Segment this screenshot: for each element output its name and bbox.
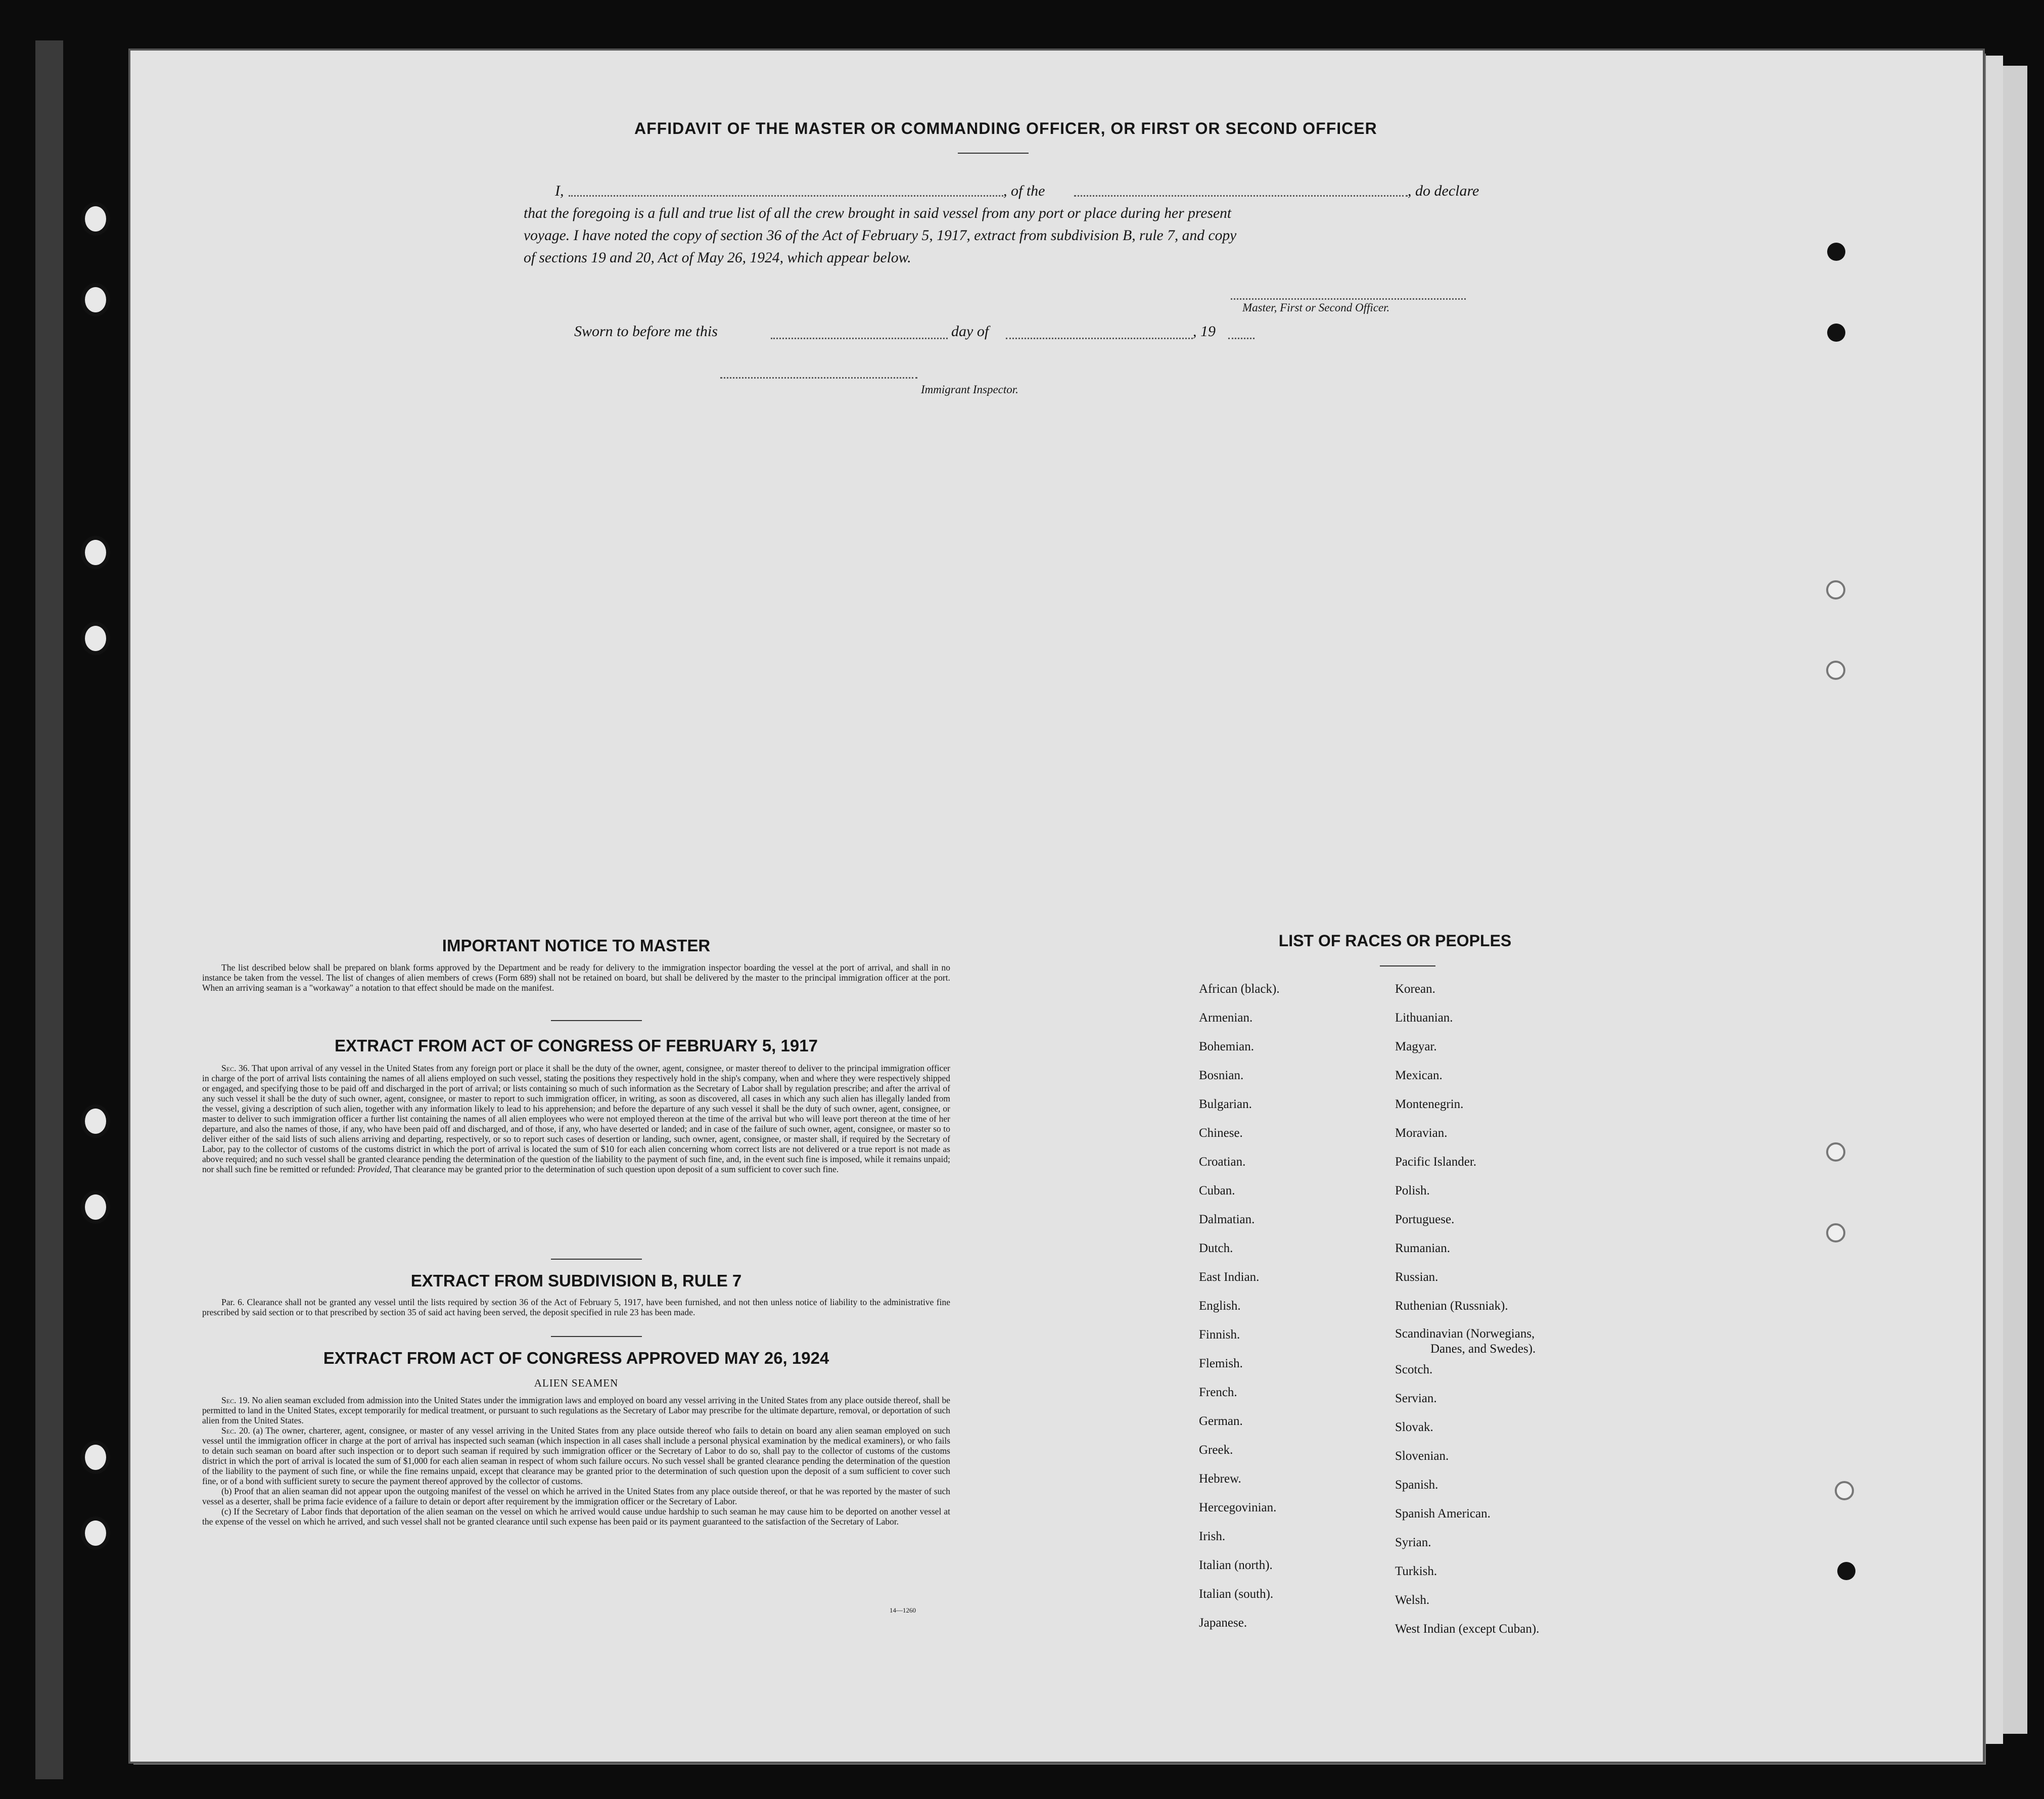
race-item: Moravian. xyxy=(1395,1126,1448,1140)
races-title: LIST OF RACES OR PEOPLES xyxy=(1278,932,1512,950)
punch-mark xyxy=(1827,324,1845,342)
page-edge xyxy=(2002,66,2027,1734)
race-item-continuation: Danes, and Swedes). xyxy=(1430,1342,1536,1356)
race-item: Rumanian. xyxy=(1395,1241,1451,1255)
i-label: I, xyxy=(555,182,564,199)
master-signature-field[interactable] xyxy=(1231,298,1466,300)
binder-hole xyxy=(81,622,110,655)
race-item: Dutch. xyxy=(1199,1241,1233,1255)
race-item: Armenian. xyxy=(1199,1011,1253,1025)
race-item: Polish. xyxy=(1395,1184,1430,1197)
alien-seamen-subtitle: ALIEN SEAMEN xyxy=(534,1377,619,1389)
race-item: French. xyxy=(1199,1386,1237,1399)
do-declare-label: , do declare xyxy=(1408,182,1479,199)
race-item: Hercegovinian. xyxy=(1199,1501,1277,1514)
divider xyxy=(551,1336,642,1337)
race-item: Dalmatian. xyxy=(1199,1213,1255,1226)
divider xyxy=(551,1259,642,1260)
notice-text xyxy=(202,962,950,993)
punch-mark xyxy=(1827,243,1845,261)
race-item: English. xyxy=(1199,1299,1241,1313)
race-item xyxy=(1395,1320,1539,1355)
section-19-text: No alien seaman excluded from admission into the United States under the immigration laws and employed on board any vessel arriving in the United States from any place outside thereof, shall be permitted to land in the United States, except temporarily for medical treatment, or pursuant to such regulations as the Secretary of Labor may prescribe for the ultimate departure, removal, or deportation of such alien from the United States. xyxy=(202,1395,951,1425)
punch-mark xyxy=(1837,1562,1855,1580)
races-column-2 xyxy=(1395,975,1539,1643)
race-item: Slovenian. xyxy=(1395,1449,1449,1463)
divider xyxy=(551,1020,642,1021)
race-item: Irish. xyxy=(1199,1530,1226,1543)
divider xyxy=(1380,965,1435,966)
race-item: Scotch. xyxy=(1395,1363,1433,1376)
race-item: Spanish. xyxy=(1395,1478,1438,1492)
race-item: Hebrew. xyxy=(1199,1472,1241,1486)
race-item: Cuban. xyxy=(1199,1184,1235,1197)
race-item: Finnish. xyxy=(1199,1328,1240,1342)
race-item: Slovak. xyxy=(1395,1420,1433,1434)
sworn-year-field[interactable] xyxy=(1228,338,1255,339)
race-item: Pacific Islander. xyxy=(1395,1155,1477,1169)
race-item: Flemish. xyxy=(1199,1357,1243,1370)
provided-label: Provided, xyxy=(357,1164,392,1174)
punch-hole xyxy=(1826,1142,1845,1162)
extract-1924-title: EXTRACT FROM ACT OF CONGRESS APPROVED MAY 26, 1924 xyxy=(323,1349,829,1367)
declaration-line: of sections 19 and 20, Act of May 26, 1924, which appear below. xyxy=(524,250,911,266)
divider xyxy=(958,153,1029,154)
race-item: Magyar. xyxy=(1395,1040,1437,1053)
race-item: Italian (south). xyxy=(1199,1587,1274,1601)
race-item: West Indian (except Cuban). xyxy=(1395,1622,1540,1636)
race-item: German. xyxy=(1199,1414,1243,1428)
extract-rule7-title: EXTRACT FROM SUBDIVISION B, RULE 7 xyxy=(410,1271,742,1290)
punch-hole xyxy=(1835,1481,1854,1500)
rule7-paragraph: Par. 6. Clearance shall not be granted any vessel until the lists required by section 36 of the Act of February 5, 1917, have been furnished, and not then unless notice of liability to the administrative fine prescribed by said section or to that prescribed by section 35 of said act having been served, the deposit specified in rule 23 has been made. xyxy=(202,1297,950,1317)
race-item: Japanese. xyxy=(1199,1616,1247,1630)
section-20c-text: (c) If the Secretary of Labor finds that deportation of the alien seaman on the vessel on which he arrived would cause undue hardship to such seaman he may cause him to be deported on another vessel at the expense of the vessel on which he arrived, and such vessel shall not be granted clearance until such expense has been paid or its payment guaranteed to the satisfaction of the Secretary of Labor. xyxy=(202,1506,950,1527)
race-item: Syrian. xyxy=(1395,1536,1431,1549)
race-item: Servian. xyxy=(1395,1392,1437,1405)
race-item: Bosnian. xyxy=(1199,1069,1244,1082)
of-the-label: , of the xyxy=(1003,182,1045,199)
races-column-1 xyxy=(1199,975,1280,1637)
race-item: Spanish American. xyxy=(1395,1507,1491,1520)
punch-hole xyxy=(1826,661,1845,680)
affidavit-title: AFFIDAVIT OF THE MASTER OR COMMANDING OFFICER, OR FIRST OR SECOND OFFICER xyxy=(634,119,1377,137)
race-item: Ruthenian (Russniak). xyxy=(1395,1299,1508,1313)
section-label: Sec. 19. xyxy=(221,1395,250,1405)
race-item: Lithuanian. xyxy=(1395,1011,1453,1025)
race-item: Italian (north). xyxy=(1199,1558,1273,1572)
punch-hole xyxy=(1826,580,1845,599)
race-item-scandinavian: Scandinavian (Norwegians, xyxy=(1395,1327,1535,1341)
extract-rule7-text xyxy=(202,1297,950,1317)
binder-strip xyxy=(35,40,63,1779)
race-item: Welsh. xyxy=(1395,1593,1430,1607)
race-item: Mexican. xyxy=(1395,1069,1443,1082)
section-36-text: That upon arrival of any vessel in the United States from any foreign port or place it shall be the duty of the owner, agent, consignee, or master thereof to deliver to the principal immigration officer in charge of the port of arrival lists containing the names of all aliens employed on such vessel, stating the positions they respectively hold in the ship's company, when and where they were respectively shipped or engaged, and specifying those to be paid off and discharged in the port of arrival; or lists containing so much of such information as the Secretary of Labor shall by regulation prescribe; and after the arrival of any such vessel it shall be the duty of such owner, agent, consignee, or master to report to such immigration officer, in writing, as soon as discovered, all cases in which any such alien has illegally landed from the vessel, giving a description of such alien, together with any information likely to lead to his apprehension; and before the departure of any such vessel it shall be the duty of such owner, agent, consignee, or master to deliver to such immigration officer a further list containing the names of all alien employees who were not employed thereon at the time of the arrival but who will leave port thereon at the time of her departure, and also the names of those, if any, who have been paid off and discharged, and of those, if any, who have deserted or landed; and in case of the failure of such owner, agent, consignee, or master so to deliver either of the said lists of such aliens arriving and departing, respectively, or so to report such cases of desertion or landing, such owner, agent, consignee, or master shall, if required by the Secretary of Labor, pay to the collector of customs of the customs district in which the port of arrival is located the sum of $10 for each alien concerning whom correct lists are not delivered or a true report is not made as above required; and no such vessel shall be granted clearance pending the determination of the question of the liability to the payment of such fine, and, in the event such fine is imposed, while it remains unpaid; nor shall such fine be remitted or refunded: xyxy=(202,1063,950,1174)
race-item: Croatian. xyxy=(1199,1155,1246,1169)
binder-hole xyxy=(81,283,110,316)
race-item: Portuguese. xyxy=(1395,1213,1455,1226)
sworn-label: Sworn to before me this xyxy=(574,323,718,340)
vessel-name-field[interactable] xyxy=(1074,195,1408,197)
binder-hole xyxy=(81,1190,110,1224)
form-number: 14—1260 xyxy=(890,1606,916,1614)
declaration-line: voyage. I have noted the copy of section 36 of the Act of February 5, 1917, extract from subdivision B, rule 7, and copy xyxy=(524,227,1237,244)
race-item: East Indian. xyxy=(1199,1270,1260,1284)
binder-hole xyxy=(81,1441,110,1474)
race-item: Chinese. xyxy=(1199,1126,1243,1140)
race-item: Montenegrin. xyxy=(1395,1097,1464,1111)
race-item: Russian. xyxy=(1395,1270,1438,1284)
extract-1917-text xyxy=(202,1063,950,1174)
master-name-field[interactable] xyxy=(569,195,1003,197)
binder-hole xyxy=(81,202,110,236)
race-item: African (black). xyxy=(1199,982,1280,996)
race-item: Korean. xyxy=(1395,982,1435,996)
sworn-month-field[interactable] xyxy=(1006,338,1193,339)
section-label: Sec. 36. xyxy=(221,1063,250,1073)
binder-hole xyxy=(81,1104,110,1138)
notice-paragraph: The list described below shall be prepared on blank forms approved by the Department and be ready for delivery to the immigration inspector boarding the vessel at the port of arrival, and shall in no instance be taken from the vessel. The list of changes of alien members of crews (Form 689) shall not be retained on board, but shall be delivered by the master to the principal immigration officer at the port. When an arriving seaman is a "workaway" a notation to that effect should be made on the manifest. xyxy=(202,962,950,993)
section-20a-text: (a) The owner, charterer, agent, consignee, or master of any vessel arriving in the United States from any place outside thereof who fails to detain on board any alien seaman employed on such vessel until the immigration officer in charge at the port of arrival has inspected such seaman (which inspection in all cases shall include a personal physical examination by the medical examiners), or who fails to detain such seaman on board after such inspection or to deport such seaman if required by such immigration officer or the Secretary of Labor to do so, shall pay to the collector of customs of the customs district in which the port of arrival is located the sum of $1,000 for each alien seaman in respect of whom such failure occurs. No such vessel shall be granted clearance pending the determination of the question of the liability to the payment of such fine, or while the fine remains unpaid, except that clearance may be granted prior to the determination of such question upon the deposit of a sum sufficient to cover such fine, or of a bond with sufficient surety to secure the payment thereof approved by the collector of customs. xyxy=(202,1425,951,1486)
notice-title: IMPORTANT NOTICE TO MASTER xyxy=(442,936,711,955)
punch-hole xyxy=(1826,1223,1845,1242)
master-signature-label: Master, First or Second Officer. xyxy=(1242,301,1390,314)
race-item: Greek. xyxy=(1199,1443,1233,1457)
sworn-day-field[interactable] xyxy=(771,338,948,339)
year-label: , 19 xyxy=(1193,323,1216,340)
race-item: Bohemian. xyxy=(1199,1040,1255,1053)
inspector-label: Immigrant Inspector. xyxy=(921,383,1018,396)
extract-1924-text xyxy=(202,1395,950,1527)
declaration-line: that the foregoing is a full and true list of all the crew brought in said vessel from any port or place during her present xyxy=(524,205,1232,221)
section-20b-text: (b) Proof that an alien seaman did not appear upon the outgoing manifest of the vessel on which he arrived in the United States from any place outside thereof, or that he was reported by the master of such vessel as a deserter, shall be prima facie evidence of a failure to detain or deport after requirement by the immigration officer or the Secretary of Labor. xyxy=(202,1486,950,1506)
day-of-label: day of xyxy=(951,323,989,340)
extract-1917-title: EXTRACT FROM ACT OF CONGRESS OF FEBRUARY 5, 1917 xyxy=(335,1036,818,1055)
binder-hole xyxy=(81,536,110,569)
section-label: Sec. 20. xyxy=(221,1425,250,1436)
section-36-text-end: That clearance may be granted prior to the determination of such question upon deposit of a sum sufficient to cover such fine. xyxy=(394,1164,839,1174)
binder-hole xyxy=(81,1516,110,1550)
race-item: Bulgarian. xyxy=(1199,1097,1252,1111)
race-item: Turkish. xyxy=(1395,1564,1437,1578)
inspector-signature-field[interactable] xyxy=(720,377,917,379)
